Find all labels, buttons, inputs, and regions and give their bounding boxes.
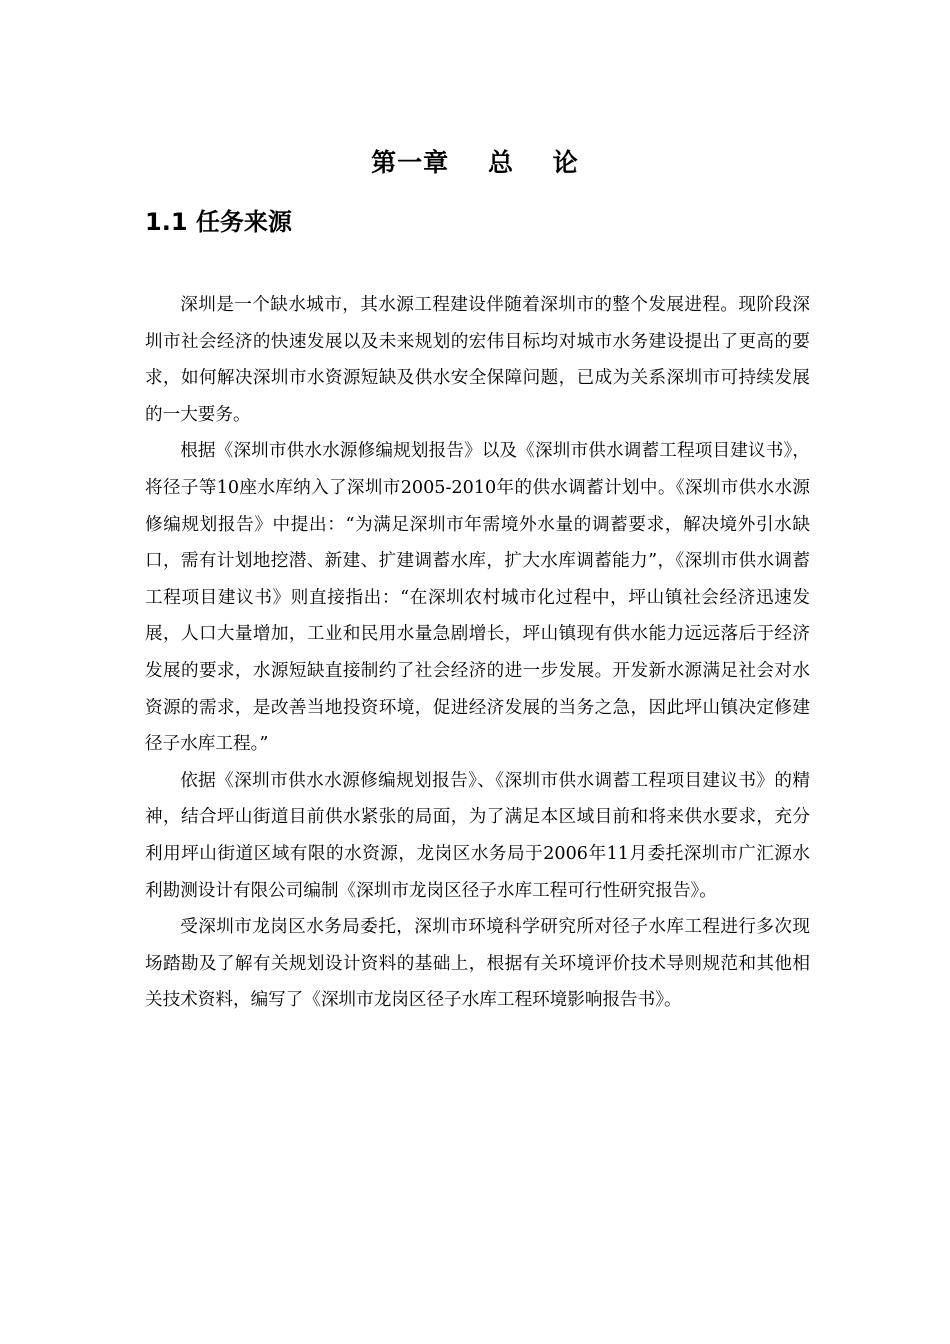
section-title: 1.1 任务来源 [145,208,292,236]
paragraph-1: 深圳是一个缺水城市，其水源工程建设伴随着深圳市的整个发展进程。现阶段深圳市社会经济的快速发展以及未来规划的宏伟目标均对城市水务建设提出了更高的要求，如何解决深圳市水资源短缺及供水安全保障问题，已成为关系深圳市可持续发展的一大要务。 [145,295,810,425]
paragraph-3: 依据《深圳市供水水源修编规划报告》、《深圳市供水调蓄工程项目建议书》的精神，结合坪山街道目前供水紧张的局面，为了满足本区域目前和将来供水要求，充分利用坪山街道区域有限的水资源，龙岗区水务局于2006年11月委托深圳市广汇源水利勘测设计有限公司编制《深圳市龙岗区径子水库工程可行性研究报告》。 [145,770,810,901]
body-text [145,287,810,1019]
chapter-title: 第一章 总 论 [371,148,579,177]
paragraph-4: 受深圳市龙岗区水务局委托，深圳市环境科学研究所对径子水库工程进行多次现场踏勘及了解有关规划设计资料的基础上，根据有关环境评价技术导则规范和其他相关技术资料，编写了《深圳市龙岗区径子水库工程环境影响报告书》。 [145,917,810,1011]
paragraph-2: 根据《深圳市供水水源修编规划报告》以及《深圳市供水调蓄工程项目建议书》，将径子等10座水库纳入了深圳市2005-2010年的供水调蓄计划中。《深圳市供水水源修编规划报告》中提出：“为满足深圳市年需境外水量的调蓄要求，解决境外引水缺口，需有计划地挖潜、新建、扩建调蓄水库，扩大水库调蓄能力”，《深圳市供水调蓄工程项目建议书》则直接指出：“在深圳农村城市化过程中，坪山镇社会经济迅速发展，人口大量增加，工业和民用水量急剧增长，坪山镇现有供水能力远远落后于经济发展的要求，水源短缺直接制约了社会经济的进一步发展。开发新水源满足社会对水资源的需求，是改善当地投资环境，促进经济发展的当务之急，因此坪山镇决定修建径子水库工程。” [145,441,810,755]
